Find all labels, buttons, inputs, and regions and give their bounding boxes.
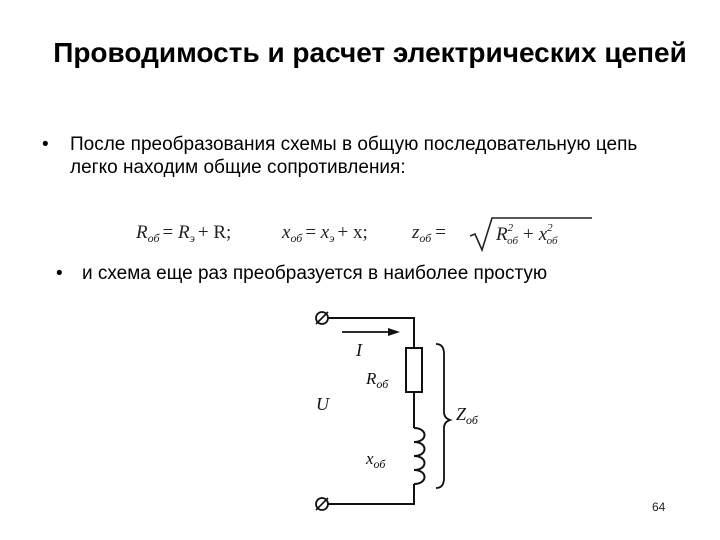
simplified-circuit-diagram — [296, 298, 506, 528]
formula-r-e: R — [177, 222, 190, 243]
bullet-dot: • — [56, 263, 63, 284]
root-x: x — [538, 224, 548, 245]
root-r-sub: об — [507, 235, 518, 247]
voltage-label: U — [316, 394, 329, 414]
inductor-icon — [414, 428, 425, 484]
resistor-icon — [406, 348, 422, 392]
formula-x-ob: x — [282, 222, 291, 243]
bullet-dot: • — [42, 134, 49, 155]
root-r-sup: 2 — [507, 222, 514, 234]
impedance-bracket — [436, 344, 450, 488]
bullet-text: и схема еще раз преобразуется в наиболее простую — [82, 263, 548, 284]
current-label: I — [356, 340, 362, 360]
formula-plus-r: + R; — [197, 222, 232, 243]
bullet-series-circuit — [42, 133, 642, 179]
bottom-wire — [328, 484, 414, 504]
formula-x-ob-sub: об — [290, 231, 303, 245]
root-x-sup: 2 — [547, 222, 553, 234]
top-wire — [328, 318, 414, 348]
slide-title: Проводимость и расчет электрических цепей — [53, 37, 687, 68]
root-r: R — [496, 224, 508, 245]
formula-eq1: = — [162, 222, 178, 243]
formula-r-ob: R — [136, 222, 148, 243]
page-number: 64 — [652, 500, 666, 514]
formula-eq3: = — [435, 222, 447, 243]
svg-text:Rоб= Rэ+ R; — [135, 222, 231, 245]
formula-r-ob-sub: об — [147, 231, 160, 245]
bullet-text: После преобразования схемы в общую последовательную цепь легко находим общие сопротивления: — [70, 134, 638, 178]
root-x-sub: об — [546, 235, 558, 247]
inductor-label: $x_{об}$ — [366, 449, 386, 471]
bullet-simplest-circuit — [56, 262, 696, 285]
formula-x-e: x — [320, 222, 330, 243]
resistor-label: $R_{об}$ — [366, 369, 389, 391]
current-arrow-icon — [388, 328, 400, 336]
root-plus: + — [523, 224, 534, 245]
svg-text:R2об+x2об — [495, 222, 558, 247]
svg-text:zоб= — [411, 222, 446, 245]
formula-z-ob: z — [412, 222, 420, 243]
formula-z-ob-sub: об — [419, 231, 432, 245]
formula-x-e-sub: э — [329, 231, 335, 245]
impedance-formula — [130, 214, 610, 254]
formula-r-e-sub: э — [189, 231, 195, 245]
formula-plus-x: + x; — [337, 222, 368, 243]
svg-text:xоб= xэ+ x; — [281, 222, 368, 245]
formula-eq2: = — [305, 222, 321, 243]
impedance-label: $Z_{об}$ — [456, 404, 478, 427]
